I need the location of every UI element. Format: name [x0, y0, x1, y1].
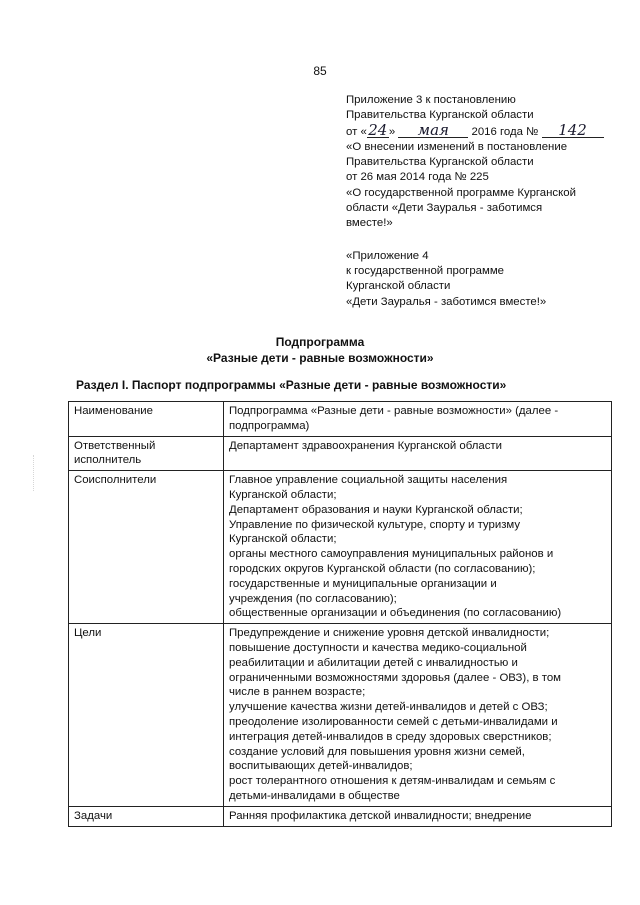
content-line: Управление по физической культуре, спорту и туризму: [229, 518, 521, 531]
table-row: [69, 436, 612, 471]
content-line: государственные и муниципальные организации и: [229, 577, 497, 590]
content-line: интеграция детей-инвалидов в среду здоровых сверстников;: [229, 730, 552, 743]
row-label: Наименование: [69, 402, 224, 437]
content-line: Предупреждение и снижение уровня детской инвалидности;: [229, 627, 550, 640]
row-label: Задачи: [69, 806, 224, 826]
appendix-line: вместе!»: [346, 217, 393, 230]
content-line: детьми-инвалидами в обществе: [229, 789, 400, 802]
passport-table: [68, 401, 612, 827]
content-line: рост толерантного отношения к детям-инвалидам и семьям с: [229, 775, 556, 788]
appendix-sub-line: «Приложение 4: [346, 249, 429, 262]
row-content: [224, 806, 612, 826]
table-row: [69, 624, 612, 807]
content-line: подпрограмма): [229, 419, 310, 432]
appendix-line: «О государственной программе Курганской: [346, 186, 576, 199]
content-line: общественные организации и объединения (по согласованию): [229, 607, 562, 620]
subprogram-title: [0, 334, 640, 366]
content-line: повышение доступности и качества медико-социальной: [229, 641, 527, 654]
content-line: Подпрограмма «Разные дети - равные возможности» (далее -: [229, 405, 559, 417]
title-line: «Разные дети - равные возможности»: [206, 351, 434, 365]
page-number: 85: [313, 64, 327, 78]
row-content: [224, 471, 612, 624]
appendix-sub-line: «Дети Зауралья - заботимся вместе!»: [346, 295, 547, 308]
date-mid: »: [388, 125, 396, 138]
content-line: преодоление изолированности семей с детьми-инвалидами и: [229, 715, 558, 728]
table-row: [69, 471, 612, 624]
content-line: Курганской области;: [229, 533, 337, 546]
row-content: [224, 436, 612, 471]
table-row: [69, 806, 612, 826]
appendix-line: «О внесении изменений в постановление: [346, 140, 568, 153]
appendix-block: [346, 93, 626, 310]
content-line: создание условий для повышения уровня жизни семей,: [229, 745, 525, 758]
content-line: городских округов Курганской области (по согласованию);: [229, 562, 536, 575]
content-line: учреждения (по согласованию);: [229, 592, 397, 605]
table-row: [69, 402, 612, 437]
content-line: ограниченными возможностями здоровья (далее - ОВЗ), в том: [229, 671, 561, 684]
content-line: воспитывающих детей-инвалидов;: [229, 760, 413, 773]
appendix-sub-line: Курганской области: [346, 280, 451, 293]
appendix-line: от 26 мая 2014 года № 225: [346, 171, 489, 184]
section-heading: Раздел I. Паспорт подпрограммы «Разные дети - равные возможности»: [76, 378, 507, 392]
appendix-line: Правительства Курганской области: [346, 156, 534, 169]
content-line: Департамент образования и науки Курганской области;: [229, 503, 523, 516]
content-line: органы местного самоуправления муниципальных районов и: [229, 548, 554, 561]
content-line: реабилитации и абилитации детей с инвалидностью и: [229, 656, 518, 669]
appendix-sub-line: к государственной программе: [346, 264, 504, 277]
appendix-date-line: [346, 120, 626, 140]
row-label: Ответственный исполнитель: [69, 436, 224, 471]
handwritten-month: мая: [398, 124, 468, 138]
content-line: Курганской области;: [229, 488, 337, 501]
content-line: Департамент здравоохранения Курганской области: [229, 439, 502, 452]
content-line: числе в раннем возрасте;: [229, 686, 366, 699]
handwritten-day: 24: [368, 120, 388, 139]
content-line: улучшение качества жизни детей-инвалидов и детей с ОВЗ;: [229, 701, 548, 714]
row-content: [224, 402, 612, 437]
row-content: [224, 624, 612, 807]
content-line: Главное управление социальной защиты населения: [229, 474, 508, 487]
title-line: Подпрограмма: [275, 335, 365, 349]
row-label: Цели: [69, 624, 224, 807]
date-year: 2016 года №: [471, 125, 539, 138]
margin-mark: [33, 455, 40, 491]
date-prefix: от «: [346, 125, 367, 138]
handwritten-number: 142: [542, 124, 604, 138]
appendix-line: Приложение 3 к постановлению: [346, 94, 516, 106]
appendix-line: Правительства Курганской области: [346, 109, 534, 122]
appendix-line: области «Дети Зауралья - заботимся: [346, 202, 543, 215]
content-line: Ранняя профилактика детской инвалидности; внедрение: [229, 809, 532, 822]
row-label: Соисполнители: [69, 471, 224, 624]
